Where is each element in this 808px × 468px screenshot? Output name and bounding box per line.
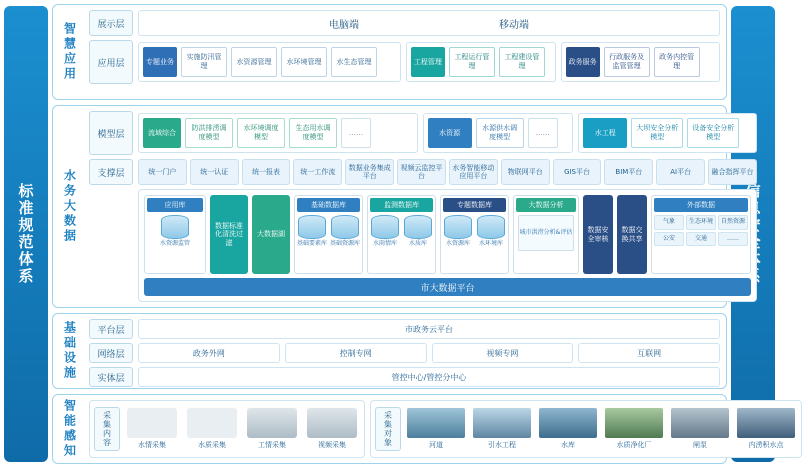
infra-item-gov-extranet[interactable]: 政务外网 — [138, 343, 280, 363]
object-river-caption: 河道 — [429, 441, 443, 449]
database-cylinder-icon — [404, 215, 432, 239]
support-item-bim[interactable]: BIM平台 — [604, 159, 653, 185]
database-cylinder-icon — [444, 215, 472, 239]
app-item-eng-construction[interactable]: 工程建设管理 — [499, 47, 545, 77]
base-db-cell — [294, 195, 363, 274]
device-water-level[interactable] — [124, 408, 180, 450]
model-item-flood-dispatch[interactable]: 防洪排涝调度模型 — [185, 118, 233, 148]
base-db-cyl-1-label: 基础要素库 — [297, 240, 328, 247]
gauge-icon — [247, 408, 297, 438]
bigdata-analysis-cell — [513, 195, 579, 274]
treatment-plant-photo — [605, 408, 663, 438]
monitor-db-cell — [367, 195, 436, 274]
object-reservoir-caption: 水库 — [561, 441, 575, 449]
display-layer-row — [89, 10, 720, 36]
object-gate-pump[interactable] — [669, 408, 731, 450]
infra-item-control-network[interactable]: 控制专网 — [285, 343, 427, 363]
external-item-more[interactable]: …… — [718, 232, 748, 247]
object-waterlogging-caption: 内涝积水点 — [748, 441, 784, 449]
data-exchange-share[interactable]: 数据交换共享 — [617, 195, 647, 274]
monitor-db-cyl-2-label: 水质库 — [408, 240, 427, 247]
device-project-status[interactable] — [244, 408, 300, 450]
object-diversion[interactable] — [471, 408, 533, 450]
infra-item-control-center[interactable]: 管控中心/管控分中心 — [138, 367, 720, 387]
platform-layer-label: 平台层 — [89, 319, 133, 339]
network-layer-label: 网络层 — [89, 343, 133, 363]
band-water-bigdata — [52, 105, 754, 308]
object-waterlogging-point[interactable] — [735, 408, 797, 450]
device-video[interactable] — [304, 408, 360, 450]
app-item-internal-control[interactable]: 政务内控管理 — [654, 47, 700, 77]
monitor-db-cyl-1 — [370, 215, 400, 248]
entity-layer-row — [89, 367, 720, 387]
monitor-db-head: 监测数据库 — [370, 198, 433, 212]
device-water-level-caption: 水情采集 — [138, 441, 166, 449]
application-layer-row — [89, 40, 720, 84]
application-layer-label: 应用层 — [89, 40, 133, 84]
reservoir-photo — [539, 408, 597, 438]
river-photo — [407, 408, 465, 438]
model-item-more-resource[interactable]: …… — [528, 118, 558, 148]
topic-db-cyl-2 — [476, 215, 506, 248]
topic-db-cyl-1-label: 水资源库 — [445, 240, 470, 247]
band-infrastructure — [52, 313, 727, 389]
support-item-command[interactable]: 融合指挥平台 — [708, 159, 757, 185]
app-item-admin-service[interactable]: 行政服务及监管管理 — [604, 47, 650, 77]
support-item-portal[interactable]: 统一门户 — [138, 159, 187, 185]
waterlogging-photo — [737, 408, 795, 438]
support-item-report[interactable]: 统一报表 — [242, 159, 291, 185]
object-reservoir[interactable] — [537, 408, 599, 450]
infra-item-city-cloud[interactable]: 市政务云平台 — [138, 319, 720, 339]
platform-layer-row — [89, 319, 720, 339]
object-treatment-plant-caption: 水质净化厂 — [616, 441, 652, 449]
support-item-ai[interactable]: AI平台 — [656, 159, 705, 185]
topic-db-cyl-1 — [443, 215, 473, 248]
band-smart-application — [52, 4, 727, 100]
collection-content-label: 采集内容 — [94, 407, 120, 451]
left-standard-system-bar: 标准规范体系 — [4, 6, 48, 462]
external-item-traffic[interactable]: 交通 — [686, 232, 716, 247]
sensor-icon — [127, 408, 177, 438]
object-gate-pump-caption: 闸泵 — [693, 441, 707, 449]
gate-pump-photo — [671, 408, 729, 438]
model-group-resource — [423, 113, 574, 153]
app-store-head: 应用库 — [147, 198, 203, 212]
band-smart-perception — [52, 394, 784, 464]
external-item-police[interactable]: 公安 — [654, 232, 684, 247]
support-item-workflow[interactable]: 统一工作流 — [293, 159, 342, 185]
app-store-cyl-label: 水资源监管 — [160, 240, 191, 247]
external-item-weather[interactable]: 气象 — [654, 215, 684, 230]
app-item-water-eco[interactable]: 水生态管理 — [331, 47, 377, 77]
infra-item-video-network[interactable]: 视频专网 — [432, 343, 574, 363]
model-group-project — [578, 113, 757, 153]
collection-object-label: 采集对象 — [375, 407, 401, 451]
object-river[interactable] — [405, 408, 467, 450]
device-video-caption: 视频采集 — [318, 441, 346, 449]
model-layer-label: 模型层 — [89, 111, 133, 155]
database-cylinder-icon — [331, 215, 359, 239]
data-security-audit[interactable]: 数据安全审核 — [583, 195, 613, 274]
object-treatment-plant[interactable] — [603, 408, 665, 450]
support-item-video-cloud[interactable]: 视频云监控平台 — [397, 159, 446, 185]
base-db-head: 基础数据库 — [297, 198, 360, 212]
support-item-gis[interactable]: GIS平台 — [553, 159, 602, 185]
collection-object-box — [370, 400, 802, 458]
band-title-smart-perception: 智能感知 — [62, 399, 77, 459]
external-data-cell — [651, 195, 751, 274]
device-water-quality-caption: 水质采集 — [198, 441, 226, 449]
support-layer-label: 支撑层 — [89, 159, 133, 185]
external-item-natural-resource[interactable]: 自然资源 — [718, 215, 748, 230]
model-item-dam-safety[interactable]: 大坝安全分析模型 — [631, 118, 683, 148]
collection-content-box — [89, 400, 365, 458]
support-item-iot[interactable]: 物联网平台 — [501, 159, 550, 185]
app-store-cylinder — [160, 215, 190, 248]
analysis-head: 大数据分析 — [516, 198, 576, 212]
model-item-supply-dispatch[interactable]: 水源供水调度模型 — [476, 118, 524, 148]
network-layer-row — [89, 343, 720, 363]
monitor-db-cyl-1-label: 水雨情库 — [372, 240, 397, 247]
external-item-eco-env[interactable]: 生态环境 — [686, 215, 716, 230]
band-title-smart-application: 智慧应用 — [62, 22, 77, 82]
entity-layer-label: 实体层 — [89, 367, 133, 387]
data-area — [138, 189, 757, 302]
display-item-pc[interactable]: 电脑端 — [329, 19, 359, 31]
object-diversion-caption: 引水工程 — [488, 441, 516, 449]
app-item-flood[interactable]: 实施防汛管理 — [181, 47, 227, 77]
model-layer-row — [89, 111, 757, 155]
database-cylinder-icon — [298, 215, 326, 239]
model-item-equipment-safety[interactable]: 设备安全分析模型 — [687, 118, 739, 148]
band-title-infrastructure: 基础设施 — [62, 321, 77, 381]
app-item-water-resource[interactable]: 水资源管理 — [231, 47, 277, 77]
base-db-cyl-2 — [330, 215, 360, 248]
database-cylinder-icon — [477, 215, 505, 239]
band-title-water-bigdata: 水务大数据 — [62, 169, 77, 244]
app-group-government — [561, 42, 720, 82]
model-item-env-dispatch[interactable]: 水环境调度模型 — [237, 118, 285, 148]
etl-filter[interactable]: 数据标准化清洗过滤 — [210, 195, 248, 274]
data-lake[interactable]: 大数据湖 — [252, 195, 290, 274]
topic-db-cyl-2-label: 水环境库 — [478, 240, 503, 247]
monitor-db-cyl-2 — [403, 215, 433, 248]
model-item-more-basin[interactable]: …… — [341, 118, 371, 148]
display-layer-label: 展示层 — [89, 10, 133, 36]
diagram-center-column — [52, 4, 784, 464]
base-db-cyl-2-label: 基础资源库 — [330, 240, 361, 247]
model-item-eco-water[interactable]: 生态用水调度模型 — [289, 118, 337, 148]
topic-db-cell — [440, 195, 509, 274]
model-group-basin — [138, 113, 418, 153]
support-layer-row — [89, 159, 757, 185]
camera-icon — [307, 408, 357, 438]
display-layer-items — [138, 10, 720, 36]
app-item-eng-operation[interactable]: 工程运行管理 — [449, 47, 495, 77]
app-item-water-env[interactable]: 水环境管理 — [281, 47, 327, 77]
app-group-topic — [138, 42, 401, 82]
model-group-project-head[interactable]: 水工程 — [583, 118, 627, 148]
app-group-government-head[interactable]: 政务服务 — [566, 47, 600, 77]
device-water-quality[interactable] — [184, 408, 240, 450]
analysis-note[interactable]: 城市洪涝分析&评估 — [518, 215, 574, 251]
base-db-cyl-1 — [297, 215, 327, 248]
display-item-mobile[interactable]: 移动端 — [499, 19, 529, 31]
app-store-cell — [144, 195, 206, 274]
model-group-resource-head[interactable]: 水资源 — [428, 118, 472, 148]
external-data-head: 外部数据 — [654, 198, 748, 212]
topic-db-head: 专题数据库 — [443, 198, 506, 212]
app-group-engineering-head[interactable]: 工程管理 — [411, 47, 445, 77]
diversion-photo — [473, 408, 531, 438]
support-item-auth[interactable]: 统一认证 — [190, 159, 239, 185]
support-item-data-integration[interactable]: 数据业务集成平台 — [345, 159, 394, 185]
database-cylinder-icon — [371, 215, 399, 239]
city-bigdata-platform[interactable]: 市大数据平台 — [144, 278, 751, 296]
app-group-topic-head[interactable]: 专题业务 — [143, 47, 177, 77]
app-group-engineering — [406, 42, 556, 82]
model-group-basin-head[interactable]: 流域综合 — [143, 118, 181, 148]
infra-item-internet[interactable]: 互联网 — [578, 343, 720, 363]
support-item-mobile-platform[interactable]: 水务智能移动应用平台 — [449, 159, 498, 185]
database-cylinder-icon — [161, 215, 189, 239]
probe-icon — [187, 408, 237, 438]
device-project-status-caption: 工情采集 — [258, 441, 286, 449]
